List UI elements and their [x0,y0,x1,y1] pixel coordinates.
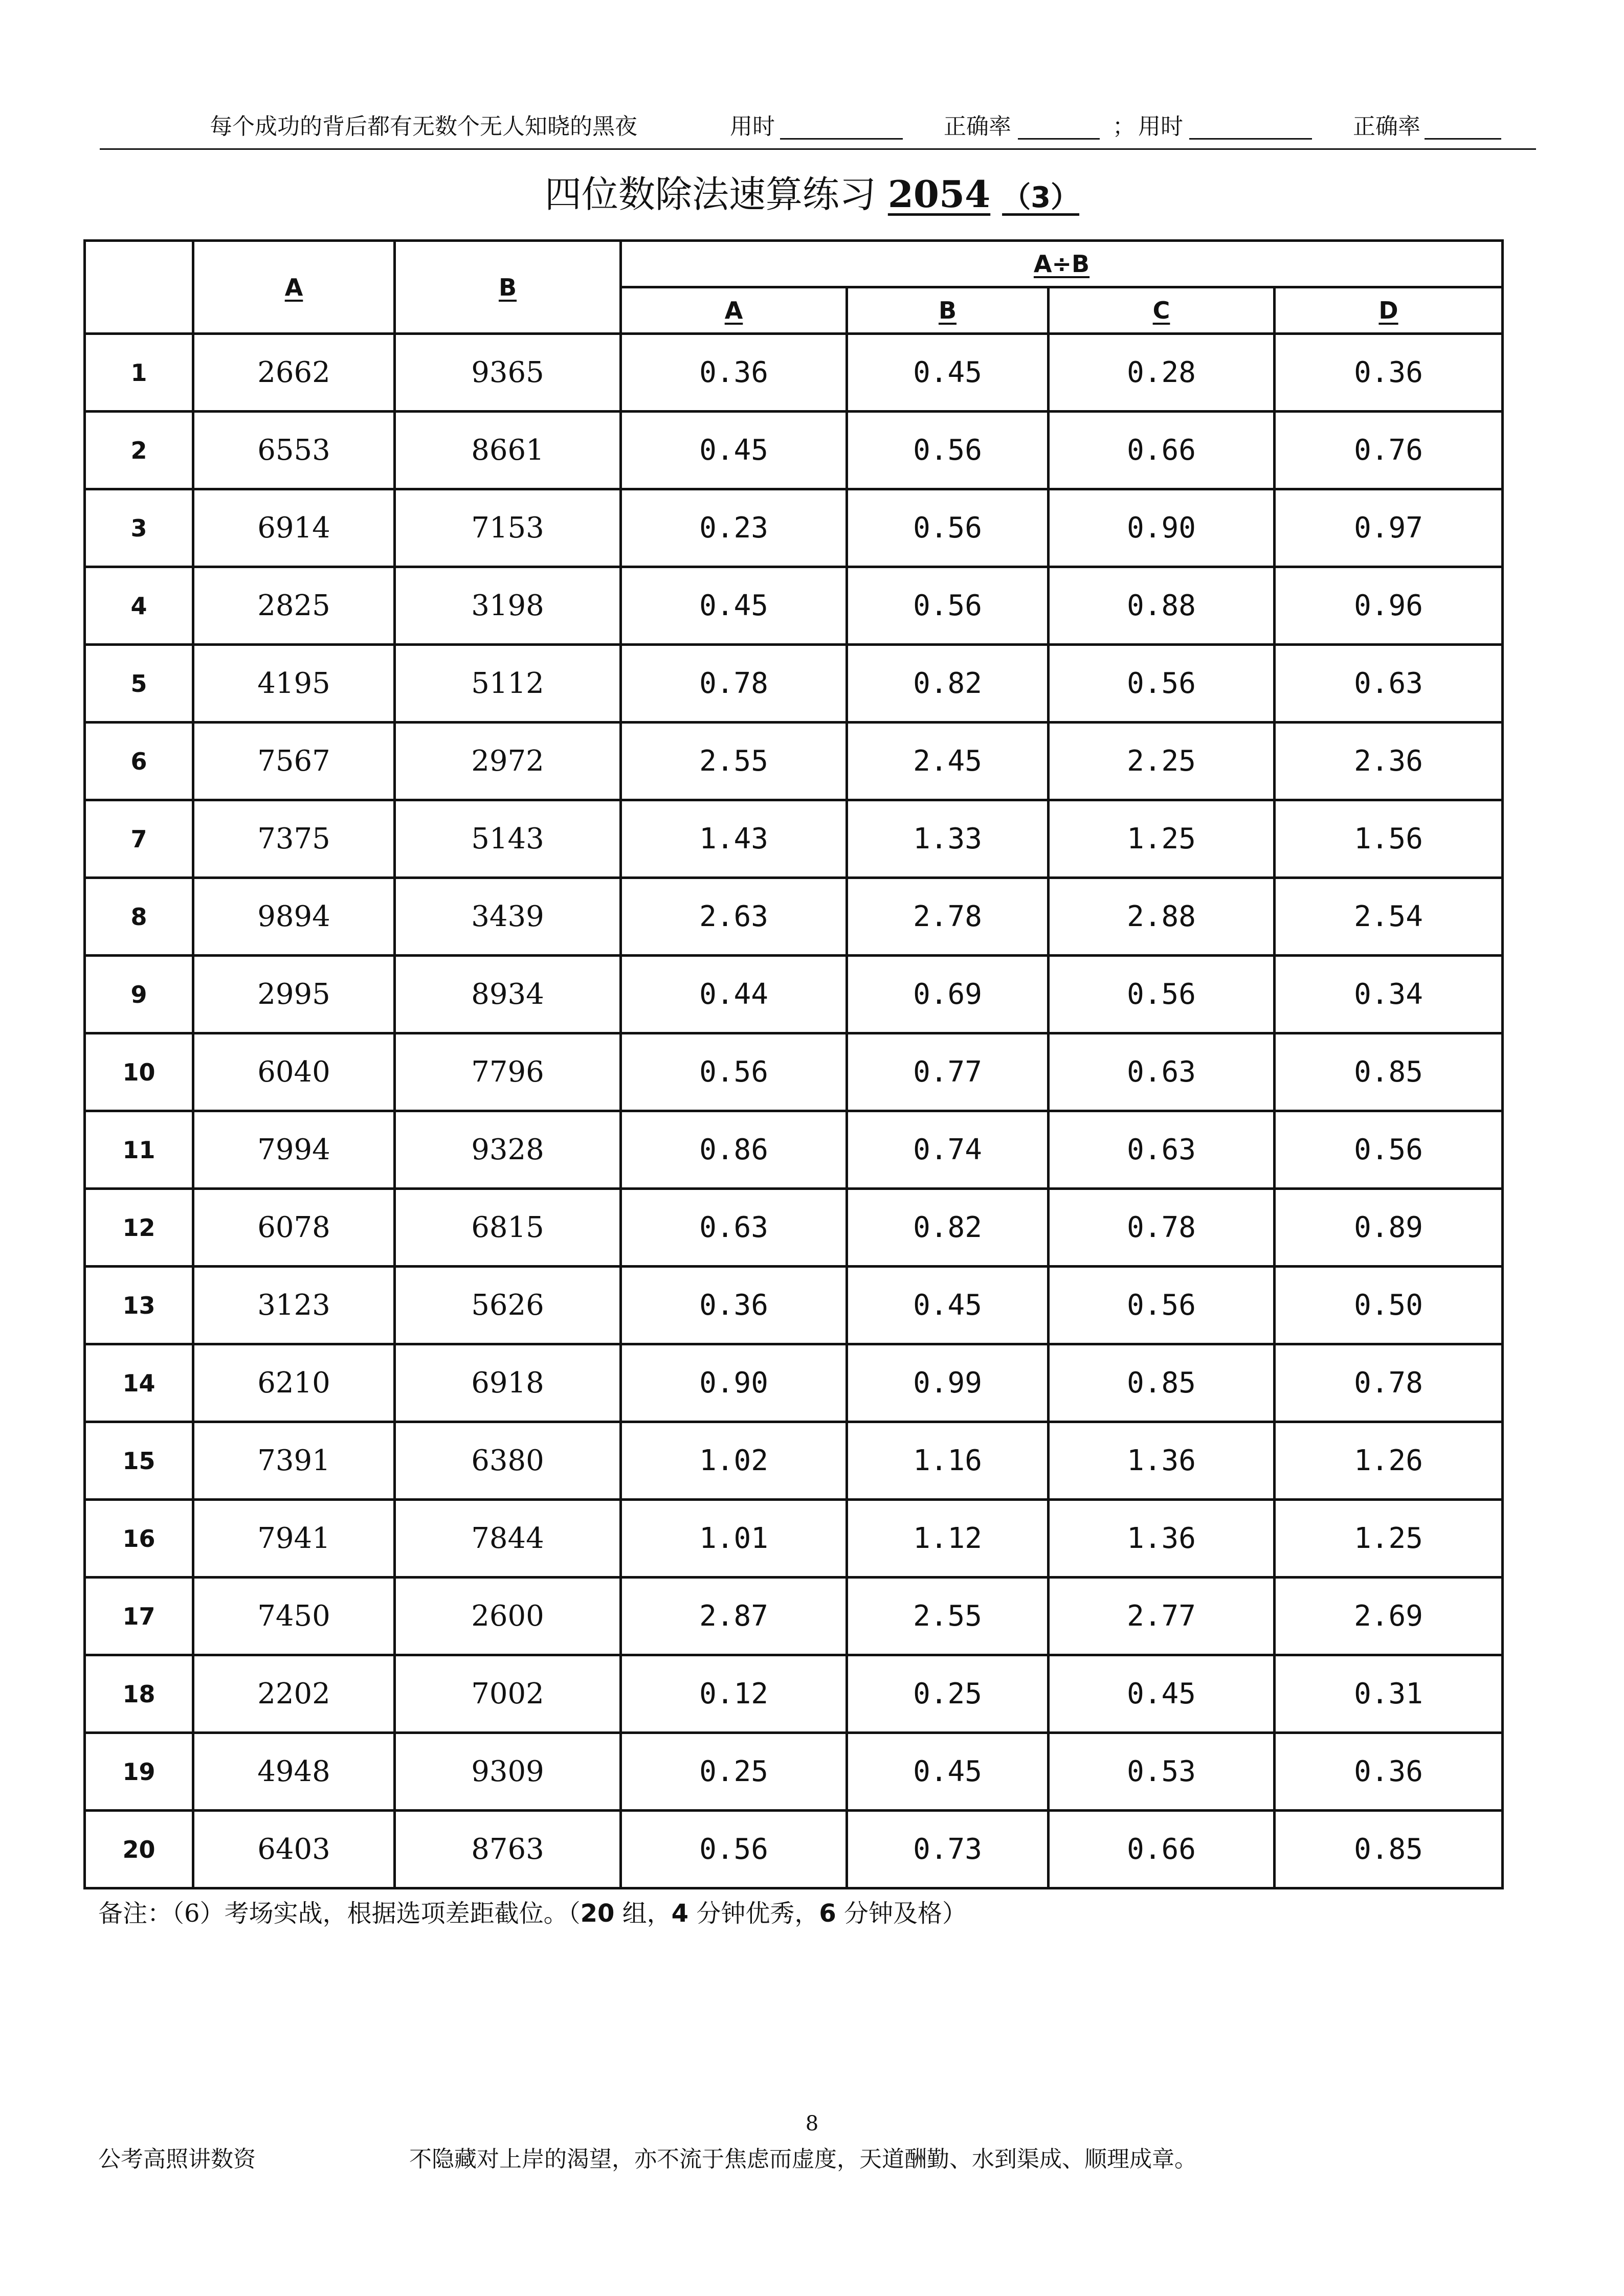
note-excellent-minutes: 4 [671,1899,689,1928]
table-row [85,1733,1503,1811]
table-row [85,1033,1503,1111]
dividend-cell: 6553 [193,412,395,489]
accuracy-blank-2[interactable] [1425,138,1501,140]
dividend-cell: 9894 [193,878,395,956]
option-b-cell[interactable]: 1.16 [847,1422,1049,1500]
row-index: 4 [85,567,193,645]
option-c-cell[interactable]: 1.25 [1049,800,1275,878]
dividend-cell: 3123 [193,1267,395,1344]
table-row [85,1111,1503,1189]
option-b-cell[interactable]: 0.45 [847,1267,1049,1344]
accuracy-blank-1[interactable] [1018,138,1100,140]
divisor-cell: 7844 [395,1500,621,1578]
row-index: 11 [85,1111,193,1189]
option-c-cell[interactable]: 0.90 [1049,489,1275,567]
exercise-table [83,239,1504,1889]
dividend-cell: 6914 [193,489,395,567]
option-c-cell[interactable]: 0.78 [1049,1189,1275,1267]
option-d-cell[interactable]: 0.56 [1275,1111,1503,1189]
dividend-cell: 6040 [193,1033,395,1111]
table-row [85,1267,1503,1344]
note-group-label: 组， [614,1899,672,1928]
time-label-2: 用时 [1138,114,1183,140]
option-b-cell[interactable]: 0.73 [847,1811,1049,1888]
option-c-cell[interactable]: 0.63 [1049,1033,1275,1111]
divisor-cell: 8934 [395,956,621,1033]
option-b-cell[interactable]: 0.74 [847,1111,1049,1189]
dividend-cell: 2202 [193,1655,395,1733]
option-a-cell[interactable]: 0.36 [621,334,847,412]
title-text: 四位数除法速算练习 [544,173,876,216]
option-d-cell[interactable]: 0.50 [1275,1267,1503,1344]
option-d-cell[interactable]: 2.54 [1275,878,1503,956]
option-a-cell[interactable]: 0.45 [621,567,847,645]
option-c-cell[interactable]: 2.77 [1049,1578,1275,1655]
option-a-cell[interactable]: 0.56 [621,1811,847,1888]
table-row [85,723,1503,800]
option-a-cell[interactable]: 0.90 [621,1344,847,1422]
header-index-cell [85,241,193,334]
dividend-cell: 6210 [193,1344,395,1422]
header-motto: 每个成功的背后都有无数个无人知晓的黑夜 [210,114,637,140]
option-c-cell[interactable]: 0.56 [1049,645,1275,723]
divisor-cell: 8661 [395,412,621,489]
table-row [85,1655,1503,1733]
option-b-cell[interactable]: 0.82 [847,1189,1049,1267]
option-d-cell[interactable]: 0.36 [1275,334,1503,412]
option-b-cell[interactable]: 1.12 [847,1500,1049,1578]
time-blank-2[interactable] [1189,138,1312,140]
header-option-d: D [1275,287,1503,334]
table-row [85,956,1503,1033]
option-a-cell[interactable]: 0.23 [621,489,847,567]
option-a-cell[interactable]: 0.25 [621,1733,847,1811]
dividend-cell: 7375 [193,800,395,878]
option-c-cell[interactable]: 2.25 [1049,723,1275,800]
header-separator: ； [1113,114,1135,140]
option-b-cell[interactable]: 2.45 [847,723,1049,800]
time-label-1: 用时 [730,114,775,140]
divisor-cell: 7002 [395,1655,621,1733]
note-excellent-label: 分钟优秀， [688,1899,819,1928]
option-b-cell[interactable]: 2.78 [847,878,1049,956]
option-b-cell[interactable]: 0.69 [847,956,1049,1033]
row-index: 17 [85,1578,193,1655]
option-d-cell[interactable]: 1.26 [1275,1422,1503,1500]
divisor-cell: 3439 [395,878,621,956]
dividend-cell: 2662 [193,334,395,412]
option-a-cell[interactable]: 0.44 [621,956,847,1033]
option-d-cell[interactable]: 0.97 [1275,489,1503,567]
divisor-cell: 8763 [395,1811,621,1888]
note-item: （6） [172,1899,225,1928]
note-pass-label: 分钟及格） [836,1899,967,1928]
option-a-cell[interactable]: 2.63 [621,878,847,956]
option-b-cell[interactable]: 2.55 [847,1578,1049,1655]
option-c-cell[interactable]: 0.45 [1049,1655,1275,1733]
row-index: 18 [85,1655,193,1733]
option-b-cell[interactable]: 0.56 [847,412,1049,489]
option-a-cell[interactable]: 1.43 [621,800,847,878]
divisor-cell: 6815 [395,1189,621,1267]
table-row [85,1811,1503,1888]
dividend-cell: 4948 [193,1733,395,1811]
option-d-cell[interactable]: 0.34 [1275,956,1503,1033]
option-d-cell[interactable]: 0.96 [1275,567,1503,645]
option-d-cell[interactable]: 1.25 [1275,1500,1503,1578]
option-c-cell[interactable]: 0.56 [1049,1267,1275,1344]
header-col-a: A [193,241,395,334]
option-a-cell[interactable]: 1.01 [621,1500,847,1578]
row-index: 13 [85,1267,193,1344]
dividend-cell: 7994 [193,1111,395,1189]
divisor-cell: 6918 [395,1344,621,1422]
option-d-cell[interactable]: 0.36 [1275,1733,1503,1811]
table-row [85,1578,1503,1655]
divisor-cell: 5143 [395,800,621,878]
option-c-cell[interactable]: 1.36 [1049,1500,1275,1578]
table-row [85,1344,1503,1422]
option-d-cell[interactable]: 0.78 [1275,1344,1503,1422]
row-index: 5 [85,645,193,723]
table-row [85,1422,1503,1500]
table-row [85,334,1503,412]
option-c-cell[interactable]: 2.88 [1049,878,1275,956]
divisor-cell: 7796 [395,1033,621,1111]
row-index: 16 [85,1500,193,1578]
header-col-b: B [395,241,621,334]
option-c-cell[interactable]: 0.66 [1049,412,1275,489]
table-row [85,1500,1503,1578]
option-b-cell[interactable]: 0.56 [847,567,1049,645]
row-index: 14 [85,1344,193,1422]
row-index: 6 [85,723,193,800]
header-option-c: C [1049,287,1275,334]
dividend-cell: 7941 [193,1500,395,1578]
footer-slogan: 不隐藏对上岸的渴望，亦不流于焦虑而虚度，天道酬勤、水到渠成、顺理成章。 [409,2146,1197,2172]
option-a-cell[interactable]: 0.86 [621,1111,847,1189]
divisor-cell: 6380 [395,1422,621,1500]
option-a-cell[interactable]: 0.45 [621,412,847,489]
option-d-cell[interactable]: 0.89 [1275,1189,1503,1267]
note-label: 备注： [98,1899,172,1928]
table-row [85,800,1503,878]
option-b-cell[interactable]: 0.99 [847,1344,1049,1422]
footer-author: 公考高照讲数资 [98,2146,256,2172]
header-rule [100,148,1536,150]
option-d-cell[interactable]: 0.76 [1275,412,1503,489]
table-body [85,334,1503,1888]
option-b-cell[interactable]: 1.33 [847,800,1049,878]
option-a-cell[interactable]: 0.63 [621,1189,847,1267]
option-a-cell[interactable]: 2.87 [621,1578,847,1655]
option-b-cell[interactable]: 0.45 [847,1733,1049,1811]
divisor-cell: 5626 [395,1267,621,1344]
row-index: 9 [85,956,193,1033]
option-a-cell[interactable]: 0.78 [621,645,847,723]
row-index: 19 [85,1733,193,1811]
table-row [85,878,1503,956]
note-paren: （ [568,1899,581,1928]
row-index: 20 [85,1811,193,1888]
option-b-cell[interactable]: 0.45 [847,334,1049,412]
divisor-cell: 5112 [395,645,621,723]
option-c-cell[interactable]: 0.63 [1049,1111,1275,1189]
option-c-cell[interactable]: 0.66 [1049,1811,1275,1888]
row-index: 15 [85,1422,193,1500]
row-index: 10 [85,1033,193,1111]
dividend-cell: 4195 [193,645,395,723]
table-row [85,1189,1503,1267]
dividend-cell: 6403 [193,1811,395,1888]
accuracy-label-2: 正确率 [1353,114,1420,140]
divisor-cell: 7153 [395,489,621,567]
header-option-a: A [621,287,847,334]
note-group-count: 20 [580,1899,615,1928]
option-b-cell[interactable]: 0.56 [847,489,1049,567]
row-index: 3 [85,489,193,567]
option-d-cell[interactable]: 0.85 [1275,1811,1503,1888]
option-a-cell[interactable]: 2.55 [621,723,847,800]
option-d-cell[interactable]: 1.56 [1275,800,1503,878]
title-number: 2054 [887,172,991,216]
dividend-cell: 2825 [193,567,395,645]
divisor-cell: 9365 [395,334,621,412]
dividend-cell: 2995 [193,956,395,1033]
row-index: 12 [85,1189,193,1267]
divisor-cell: 2972 [395,723,621,800]
option-a-cell[interactable]: 0.36 [621,1267,847,1344]
option-d-cell[interactable]: 2.69 [1275,1578,1503,1655]
option-a-cell[interactable]: 0.56 [621,1033,847,1111]
divisor-cell: 3198 [395,567,621,645]
page-number: 8 [805,2112,819,2135]
table-row [85,645,1503,723]
option-c-cell[interactable]: 0.53 [1049,1733,1275,1811]
accuracy-label-1: 正确率 [944,114,1011,140]
option-a-cell[interactable]: 1.02 [621,1422,847,1500]
note-text: 考场实战，根据选项差距截位。 [224,1899,568,1928]
option-b-cell[interactable]: 0.77 [847,1033,1049,1111]
row-index: 1 [85,334,193,412]
page-title [0,169,1624,223]
option-c-cell[interactable]: 0.88 [1049,567,1275,645]
row-index: 7 [85,800,193,878]
option-c-cell[interactable]: 0.28 [1049,334,1275,412]
dividend-cell: 7450 [193,1578,395,1655]
option-d-cell[interactable]: 0.31 [1275,1655,1503,1733]
dividend-cell: 7567 [193,723,395,800]
header-division-group: A÷B [621,241,1503,287]
table-row [85,412,1503,489]
option-d-cell[interactable]: 2.36 [1275,723,1503,800]
header-option-b: B [847,287,1049,334]
option-c-cell[interactable]: 1.36 [1049,1422,1275,1500]
table-row [85,567,1503,645]
time-blank-1[interactable] [780,138,903,140]
note [98,1898,967,1929]
dividend-cell: 7391 [193,1422,395,1500]
option-d-cell[interactable]: 0.85 [1275,1033,1503,1111]
option-c-cell[interactable]: 0.85 [1049,1344,1275,1422]
note-pass-minutes: 6 [819,1899,836,1928]
option-c-cell[interactable]: 0.56 [1049,956,1275,1033]
row-index: 8 [85,878,193,956]
dividend-cell: 6078 [193,1189,395,1267]
divisor-cell: 9328 [395,1111,621,1189]
option-b-cell[interactable]: 0.25 [847,1655,1049,1733]
option-b-cell[interactable]: 0.82 [847,645,1049,723]
option-d-cell[interactable]: 0.63 [1275,645,1503,723]
table-row [85,489,1503,567]
header-bar [100,114,1536,140]
option-a-cell[interactable]: 0.12 [621,1655,847,1733]
divisor-cell: 2600 [395,1578,621,1655]
title-suffix: （3） [1002,181,1080,214]
row-index: 2 [85,412,193,489]
divisor-cell: 9309 [395,1733,621,1811]
